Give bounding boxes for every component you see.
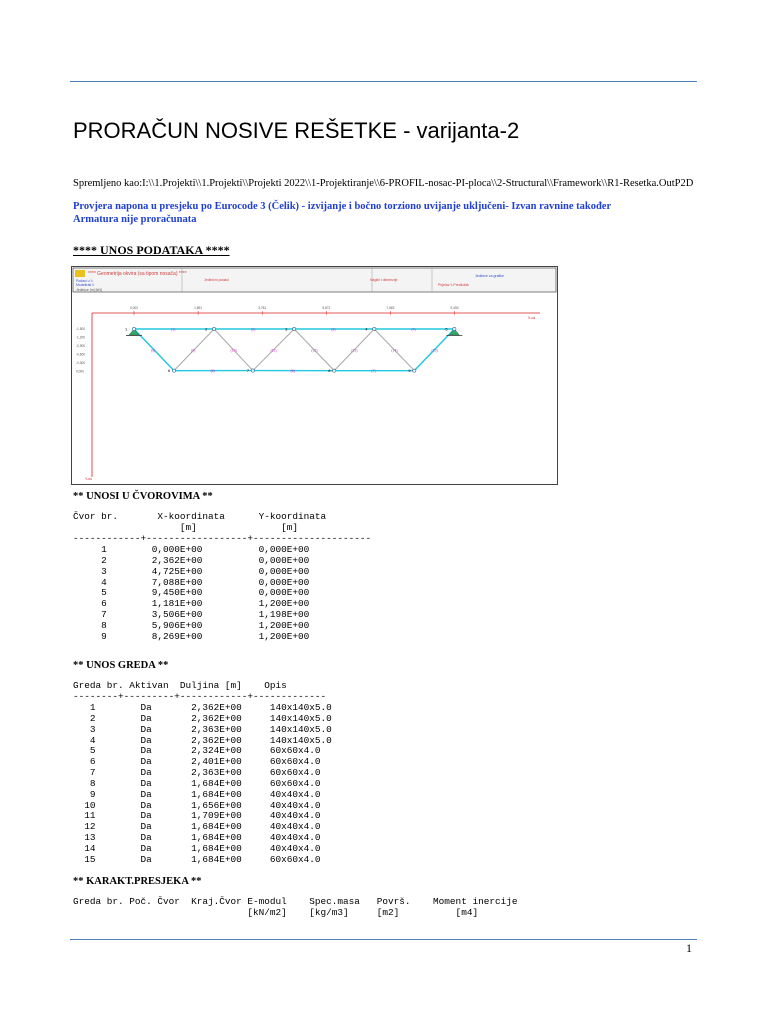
figure-header-sub3: Jedinice [m] [kN] bbox=[76, 288, 102, 292]
truss-node bbox=[333, 369, 336, 372]
eurocode-note: Provjera napona u presjeku po Eurocode 3 (Čelik) - izvijanje i bočno torziono uvijanje uključeni- Izvan ravnine također bbox=[73, 201, 612, 212]
figure-header-col2: Jedinični podaci bbox=[204, 278, 229, 282]
member-label: (8) bbox=[151, 348, 156, 353]
member-label: (6) bbox=[290, 369, 295, 374]
beam-row: 9 Da 1,684E+00 40x40x4.0 bbox=[89, 788, 321, 800]
beams-separator: --------+---------+------------+------------- bbox=[73, 691, 327, 702]
y-tick-label: -1,500 bbox=[76, 327, 86, 331]
y-tick-label: -0,600 bbox=[76, 352, 86, 357]
member-label: (10) bbox=[230, 348, 237, 353]
node-label: 3 bbox=[285, 326, 288, 332]
truss-node bbox=[212, 327, 215, 330]
node-row: 9 8,269E+00 1,200E+00 bbox=[73, 630, 310, 642]
member-label: (7) bbox=[371, 369, 376, 374]
node-label: 4 bbox=[365, 326, 368, 332]
node-row: 3 4,725E+00 0,000E+00 bbox=[101, 565, 310, 577]
truss-node bbox=[293, 327, 296, 330]
x-axis-label: X-os bbox=[528, 316, 536, 320]
beams-table-body bbox=[73, 703, 332, 866]
member-label: (9) bbox=[191, 348, 196, 353]
beam-row: 15 Da 1,684E+00 60x60x4.0 bbox=[73, 853, 321, 865]
node-label: 5 bbox=[445, 326, 448, 332]
x-tick-label: 9,450 bbox=[450, 306, 459, 310]
beam-row: 13 Da 1,684E+00 40x40x4.0 bbox=[84, 832, 321, 844]
nodes-table-body bbox=[73, 545, 309, 643]
member-label: (12) bbox=[311, 348, 318, 353]
beam-row: 5 Da 2,324E+00 60x60x4.0 bbox=[89, 745, 321, 757]
beam-row: 7 Da 2,363E+00 60x60x4.0 bbox=[89, 767, 321, 779]
beam-row: 12 Da 1,684E+00 40x40x4.0 bbox=[84, 821, 321, 833]
x-tick-label: 1,891 bbox=[194, 306, 203, 310]
node-label: 6 bbox=[168, 368, 171, 374]
truss-node bbox=[373, 327, 376, 330]
figure-header-col4: Jedinice za grafike bbox=[475, 274, 504, 278]
logo-icon bbox=[75, 270, 85, 277]
node-row: 4 7,088E+00 0,000E+00 bbox=[101, 576, 310, 588]
node-label: 2 bbox=[205, 326, 208, 332]
footer-rule bbox=[70, 939, 697, 940]
sections-units: [kN/m2] [kg/m3] [m2] [m4] bbox=[73, 907, 479, 918]
beam-row: 11 Da 1,709E+00 40x40x4.0 bbox=[84, 810, 321, 822]
node-row: 6 1,181E+00 1,200E+00 bbox=[101, 598, 310, 610]
beam-row: 3 Da 2,363E+00 140x140x5.0 bbox=[89, 723, 332, 735]
member-label: (5) bbox=[210, 369, 215, 374]
beams-col-headers: Greda br. Aktivan Duljina [m] Opis bbox=[73, 680, 287, 691]
x-tick-label: 7,563 bbox=[386, 306, 395, 310]
node-row: 8 5,906E+00 1,200E+00 bbox=[101, 619, 310, 631]
beam-row: 2 Da 2,362E+00 140x140x5.0 bbox=[89, 712, 332, 724]
member-label: (13) bbox=[351, 348, 358, 353]
node-label: 7 bbox=[246, 368, 250, 374]
member-label: (1) bbox=[171, 327, 176, 332]
x-tick-label: 5,672 bbox=[322, 306, 331, 310]
node-label: 9 bbox=[408, 368, 411, 374]
truss-node bbox=[413, 369, 416, 372]
figure-header-col4b: Prijelaz \\ Predložak bbox=[438, 283, 469, 287]
y-tick-label: 0,000 bbox=[76, 369, 84, 374]
x-tick-label: 3,781 bbox=[258, 306, 267, 310]
member-label: (3) bbox=[331, 327, 336, 332]
beam-row: 6 Da 2,401E+00 60x60x4.0 bbox=[89, 756, 321, 768]
member-label: (15) bbox=[431, 348, 438, 353]
beams-heading: ** UNOS GREDA ** bbox=[73, 660, 169, 671]
sections-heading: ** KARAKT.PRESJEKA ** bbox=[73, 876, 202, 887]
input-data-heading: **** UNOS PODATAKA **** bbox=[73, 243, 230, 257]
x-tick-label: 0,000 bbox=[130, 306, 138, 310]
truss-node bbox=[132, 327, 135, 330]
nodes-heading: ** UNOSI U ČVOROVIMA ** bbox=[73, 491, 213, 502]
header-rule bbox=[70, 81, 697, 82]
figure-header-title: **** Geometrija okvira (sa tipom nosača) **** bbox=[88, 271, 187, 277]
node-row: 7 3,506E+00 1,198E+00 bbox=[101, 609, 310, 621]
member-label: (2) bbox=[251, 327, 256, 332]
y-tick-label: -0,300 bbox=[76, 361, 86, 365]
beam-row: 4 Da 2,362E+00 140x140x5.0 bbox=[89, 734, 332, 746]
page-title: PRORAČUN NOSIVE REŠETKE - varijanta-2 bbox=[73, 118, 520, 143]
node-row: 1 0,000E+00 0,000E+00 bbox=[101, 544, 310, 555]
beam-row: 8 Da 1,684E+00 60x60x4.0 bbox=[89, 777, 321, 789]
saved-path: Spremljeno kao:I:\\1.Projekti\\1.Projekti\\Projekti 2022\\1-Projektiranje\\6-PROFIL-nosac-PI-ploca\\2-Structural\\Framework\\R1-Resetka.OutP2D bbox=[73, 178, 694, 189]
beam-row: 14 Da 1,684E+00 40x40x4.0 bbox=[84, 842, 321, 854]
node-row: 5 9,450E+00 0,000E+00 bbox=[101, 587, 310, 599]
y-tick-label: -1,200 bbox=[76, 335, 86, 340]
truss-node bbox=[251, 369, 254, 372]
sections-col-headers: Greda br. Poč. Čvor Kraj.Čvor E-modul Spec.masa Površ. Moment inercije bbox=[73, 896, 518, 907]
figure-header-sub2: Modelirati \\ bbox=[76, 283, 95, 287]
page-number: 1 bbox=[686, 941, 692, 955]
member-label: (11) bbox=[270, 348, 277, 353]
beam-row: 10 Da 1,656E+00 40x40x4.0 bbox=[84, 799, 321, 811]
node-label: 1 bbox=[125, 326, 128, 332]
node-row: 2 2,362E+00 0,000E+00 bbox=[101, 554, 310, 566]
nodes-col-headers: Čvor br. X-koordinata Y-koordinata bbox=[73, 511, 327, 522]
y-tick-label: -0,900 bbox=[76, 344, 86, 348]
member-label: (14) bbox=[391, 348, 398, 353]
truss-node bbox=[453, 327, 456, 330]
figure-header-col3: Nagibi i dimenzije bbox=[370, 278, 398, 282]
y-axis-label: Y-os bbox=[85, 477, 92, 481]
member-label: (4) bbox=[411, 327, 416, 332]
figure-header-sub1: Podaci u \\ bbox=[76, 279, 93, 283]
beam-row: 1 Da 2,362E+00 140x140x5.0 bbox=[89, 702, 332, 713]
nodes-units: [m] [m] bbox=[73, 522, 299, 533]
nodes-separator: ------------+------------------+--------------------- bbox=[73, 533, 372, 544]
node-label: 8 bbox=[328, 368, 331, 374]
truss-geometry-figure bbox=[71, 266, 558, 485]
reinforcement-note: Armatura nije proračunata bbox=[73, 214, 197, 225]
truss-node bbox=[172, 369, 175, 372]
